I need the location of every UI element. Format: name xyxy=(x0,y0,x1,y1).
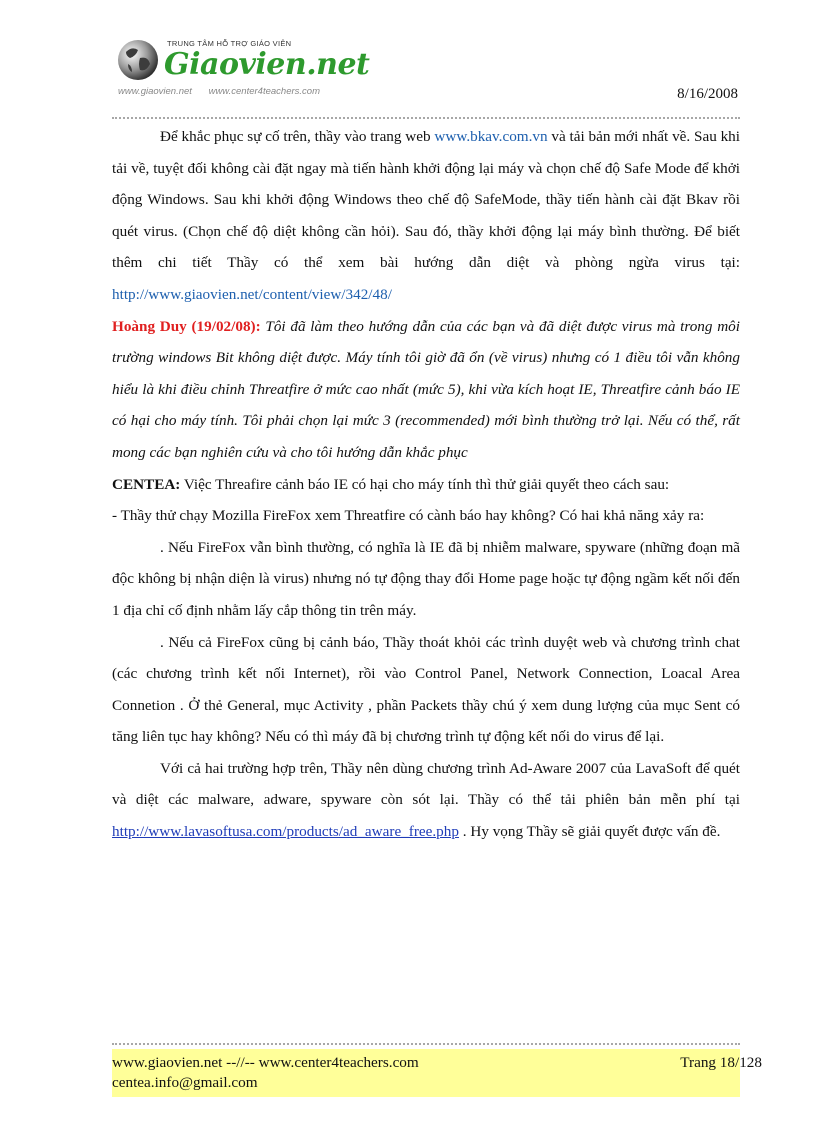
logo-center-name: TRUNG TÂM HỖ TRỢ GIÁO VIÊN xyxy=(167,39,292,48)
paragraph-hoang-duy: Hoàng Duy (19/02/08): Tôi đã làm theo hướng dẫn của các bạn và đã diệt được virus mà trong môi trường windows Bit không diệt được. Máy tính tôi giờ đã ổn (về virus) nhưng có 1 điều tôi vẫn không hiểu là khi điều chỉnh Threatfire ở mức cao nhất (mức 5), khi vừa kích hoạt IE, Threatfire cảnh báo IE có hại cho máy tính. Tôi phải chọn lại mức 3 (recommended) mới bình thường trở lại. Nếu có thể, rất mong các bạn nghiên cứu và cho tôi hướng dẫn khắc phục xyxy=(112,317,740,461)
paragraph-case-1: . Nếu FireFox vẫn bình thường, có nghĩa là IE đã bị nhiễm malware, spyware (những đoạn mã độc không bị nhận diện là virus) nhưng nó tự động thay đổi Home page hoặc tự động ngầm kết nối đến 1 địa chỉ cố định nhằm lấy cắp thông tin trên máy. xyxy=(112,538,740,619)
page-number: Trang 18/128 xyxy=(680,1054,762,1071)
giaovien-logo[interactable] xyxy=(112,30,370,100)
logo-url-center4teachers: www.center4teachers.com xyxy=(208,86,320,97)
ad-aware-link[interactable]: http://www.lavasoftusa.com/products/ad_aware_free.php xyxy=(112,823,459,841)
footer-contact xyxy=(112,1053,419,1093)
paragraph-firefox-test: - Thầy thử chạy Mozilla FireFox xem Threatfire có cành báo hay không? Có hai khả năng xảy ra: xyxy=(112,507,705,525)
document-body xyxy=(112,121,740,848)
document-date: 8/16/2008 xyxy=(677,86,738,102)
centea-label: CENTEA: xyxy=(112,475,181,493)
page-footer xyxy=(112,1049,762,1097)
paragraph-centea: CENTEA: Việc Threafire cảnh báo IE có hại cho máy tính thì thử giải quyết theo cách sau: xyxy=(112,475,670,493)
paragraph-case-2: . Nếu cả FireFox cũng bị cảnh báo, Thầy thoát khỏi các trình duyệt web và chương trình chat (các chương trình kết nối Internet), rồi vào Control Panel, Network Connection, Loacal Area Connetion . Ở thẻ General, mục Activity , phần Packets thầy chú ý xem dung lượng của mục Sent có tăng liên tục hay không? Nếu có thì máy đã bị chương trình tự động kết nối do virus để lại. xyxy=(112,633,740,746)
paragraph-bkav: Để khắc phục sự cố trên, thầy vào trang web www.bkav.com.vn và tải bản mới nhất về. Sau khi tải về, tuyệt đối không cài đặt ngay mà tiến hành khởi động lại máy và chọn chế độ Safe Mode để khởi động Windows. Sau khi khởi động Windows theo chế độ SafeMode, thầy tiến hành cài đặt Bkav rồi quét virus. (Chọn chế độ diệt không cần hỏi). Sau đó, thầy khởi động lại máy bình thường. Để biết thêm chi tiết Thầy có thể xem bài hướng dẫn diệt và phòng ngừa virus tại: http://www.giaovien.net/content/view/342/48/ xyxy=(112,128,740,303)
paragraph-ad-aware: Với cả hai trường hợp trên, Thầy nên dùng chương trình Ad-Aware 2007 của LavaSoft để quét và diệt các malware, adware, spyware còn sót lại. Thầy có thể tải phiên bản mễn phí tại http://www.lavasoftusa.com/products/ad_aware_free.php . Hy vọng Thầy sẽ giải quyết được vấn đề. xyxy=(112,759,740,841)
header-divider xyxy=(112,117,740,119)
logo-url-giaovien: www.giaovien.net xyxy=(118,86,192,97)
commenter-name: Hoàng Duy (19/02/08): xyxy=(112,317,261,335)
bkav-link[interactable]: www.bkav.com.vn xyxy=(434,128,548,145)
footer-divider xyxy=(112,1043,740,1045)
logo-brand: Giaovien.net xyxy=(164,47,370,82)
giaovien-guide-link[interactable]: http://www.giaovien.net/content/view/342/48/ xyxy=(112,285,392,303)
globe-icon xyxy=(116,38,160,82)
page-header xyxy=(112,30,752,120)
logo-urls xyxy=(118,86,320,97)
footer-websites[interactable]: www.giaovien.net --//-- www.center4teachers.com xyxy=(112,1054,419,1071)
footer-email[interactable]: centea.info@gmail.com xyxy=(112,1074,258,1091)
